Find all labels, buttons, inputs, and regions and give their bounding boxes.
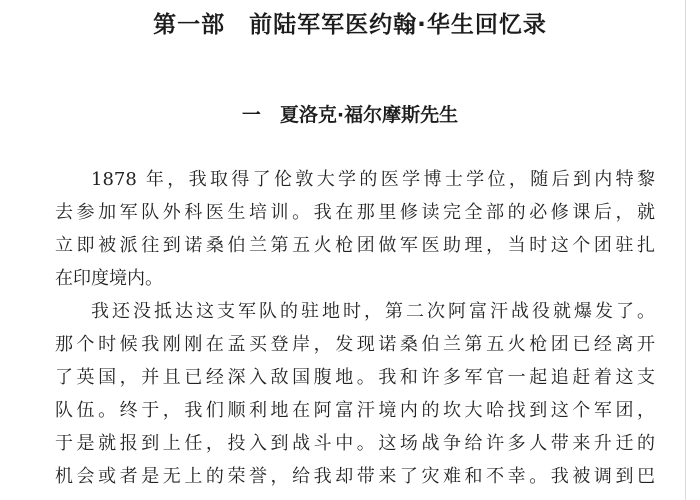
text-line: 在印度境内。 [55,268,163,289]
text-line: 机会或者是无上的荣誉，给我却带来了灾难和不幸。我被调到巴 [55,466,655,487]
text-line: 那个时候我刚刚在孟买登岸，发现诺桑伯兰第五火枪团已经离开 [55,334,655,355]
text-line: 1878 年，我取得了伦敦大学的医学博士学位，随后到内特黎 [91,169,655,190]
text-line: 了英国，并且已经深入敌国腹地。我和许多军官一起追赶着这支 [55,367,655,388]
text-line: 我还没抵达这支军队的驻地时，第二次阿富汗战役就爆发了。 [91,301,655,322]
text-line: 于是就报到上任，投入到战斗中。这场战争给许多人带来升迁的 [55,433,655,454]
body-text [55,163,655,493]
part-title: 第一部 前陆军军医约翰·华生回忆录 [153,12,547,38]
text-line: 去参加军队外科医生培训。我在那里修读完全部的必修课后，就 [55,202,655,223]
text-line: 队伍。终于，我们顺利地在阿富汗境内的坎大哈找到这个军团， [55,400,655,421]
paragraph-2 [55,295,655,493]
text-line: 立即被派往到诺桑伯兰第五火枪团做军医助理，当时这个团驻扎 [55,235,655,256]
chapter-title: 一 夏洛克·福尔摩斯先生 [241,104,459,126]
page-edge-divider [685,0,686,500]
paragraph-1 [55,163,655,295]
